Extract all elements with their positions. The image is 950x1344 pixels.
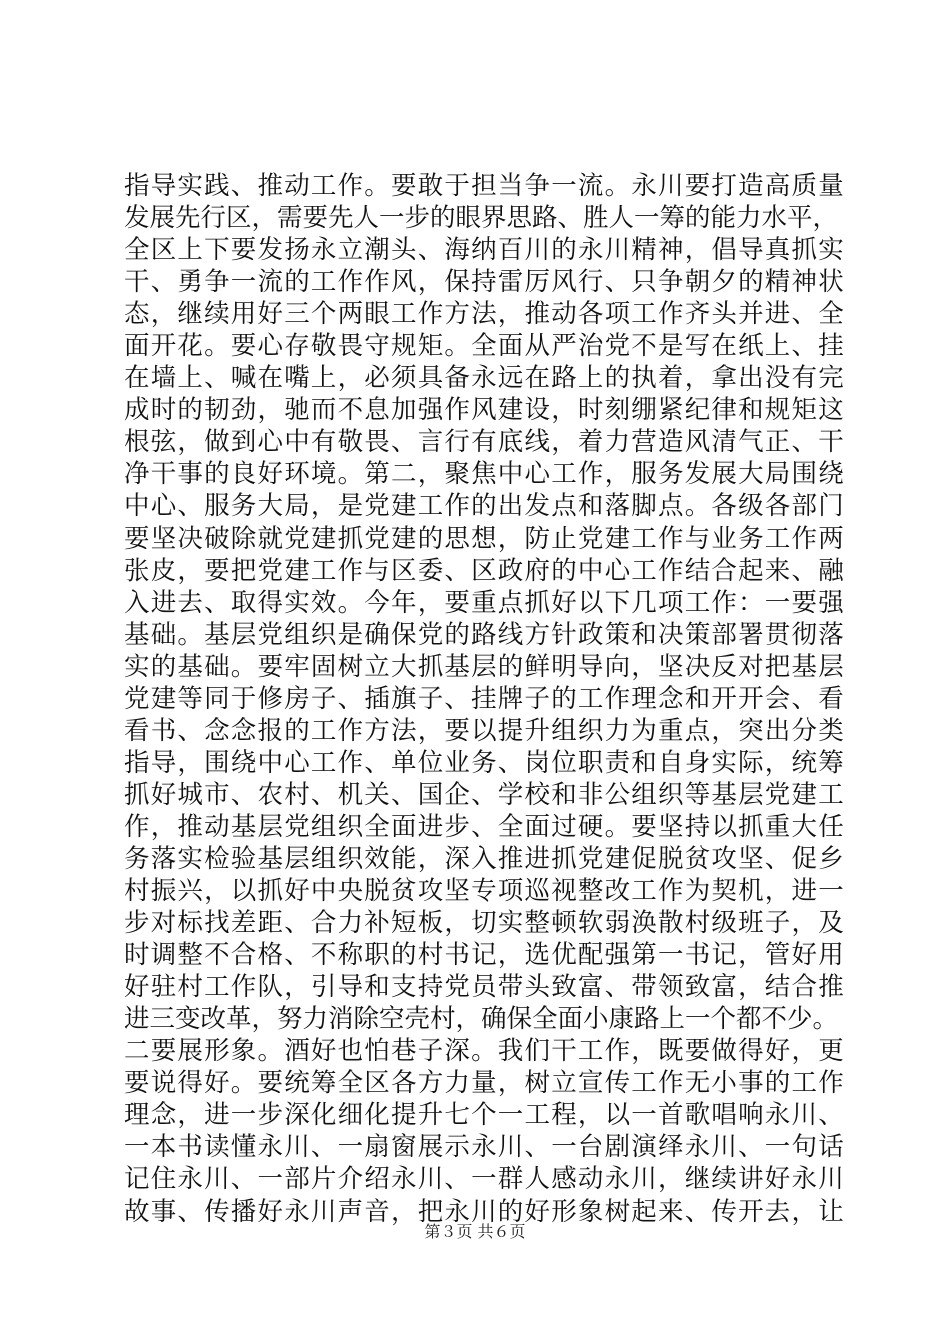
text-line: 成时的韧劲，驰而不息加强作风建设，时刻绷紧纪律和规矩这 [124,395,845,426]
text-line: 面开花。要心存敬畏守规矩。全面从严治党不是写在纸上、挂 [124,331,845,362]
text-line: 村振兴，以抓好中央脱贫攻坚专项巡视整改工作为契机，进一 [124,876,845,907]
text-line: 张皮，要把党建工作与区委、区政府的中心工作结合起来、融 [124,555,845,586]
text-line: 全区上下要发扬永立潮头、海纳百川的永川精神，倡导真抓实 [124,235,845,266]
text-line: 党建等同于修房子、插旗子、挂牌子的工作理念和开开会、看 [124,683,845,714]
text-line: 务落实检验基层组织效能，深入推进抓党建促脱贫攻坚、促乡 [124,843,845,874]
text-line: 根弦，做到心中有敬畏、言行有底线，着力营造风清气正、干 [124,427,845,458]
text-line: 入进去、取得实效。今年，要重点抓好以下几项工作：一要强 [124,587,845,618]
text-line: 故事、传播好永川声音，把永川的好形象树起来、传开去，让 [124,1196,845,1227]
text-line: 时调整不合格、不称职的村书记，选优配强第一书记，管好用 [124,940,845,971]
text-line: 作，推动基层党组织全面进步、全面过硬。要坚持以抓重大任 [124,811,845,842]
text-line: 基础。基层党组织是确保党的路线方针政策和决策部署贯彻落 [124,619,845,650]
text-line: 实的基础。要牢固树立大抓基层的鲜明导向，坚决反对把基层 [124,651,845,682]
text-line: 要说得好。要统筹全区各方力量，树立宣传工作无小事的工作 [124,1068,845,1099]
page-footer: 第３页 共６页 [424,1222,526,1241]
text-line: 进三变改革，努力消除空壳村，确保全面小康路上一个都不少。 [124,1004,839,1035]
text-line: 看书、念念报的工作方法，要以提升组织力为重点，突出分类 [124,715,845,746]
text-line: 发展先行区，需要先人一步的眼界思路、胜人一筹的能力水平， [124,203,839,234]
text-line: 干、勇争一流的工作作风，保持雷厉风行、只争朝夕的精神状 [124,267,845,298]
text-line: 在墙上、喊在嘴上，必须具备永远在路上的执着，拿出没有完 [124,363,845,394]
text-line: 理念，进一步深化细化提升七个一工程，以一首歌唱响永川、 [124,1100,845,1131]
text-line: 指导，围绕中心工作、单位业务、岗位职责和自身实际，统筹 [124,747,845,778]
text-line: 记住永川、一部片介绍永川、一群人感动永川，继续讲好永川 [124,1164,845,1195]
text-line: 步对标找差距、合力补短板，切实整顿软弱涣散村级班子，及 [124,908,845,939]
text-line: 一本书读懂永川、一扇窗展示永川、一台剧演绎永川、一句话 [124,1132,845,1163]
text-line: 好驻村工作队，引导和支持党员带头致富、带领致富，结合推 [124,972,845,1003]
text-line: 指导实践、推动工作。要敢于担当争一流。永川要打造高质量 [124,171,845,201]
text-line: 抓好城市、农村、机关、国企、学校和非公组织等基层党建工 [124,779,845,810]
text-line: 要坚决破除就党建抓党建的思想，防止党建工作与业务工作两 [124,523,845,554]
text-line: 二要展形象。酒好也怕巷子深。我们干工作，既要做得好，更 [124,1036,845,1067]
text-line: 态，继续用好三个两眼工作方法，推动各项工作齐头并进、全 [124,299,845,330]
body-text [124,170,844,1228]
text-line: 中心、服务大局，是党建工作的出发点和落脚点。各级各部门 [124,491,845,522]
text-line: 净干事的良好环境。第二，聚焦中心工作，服务发展大局围绕 [124,459,845,490]
